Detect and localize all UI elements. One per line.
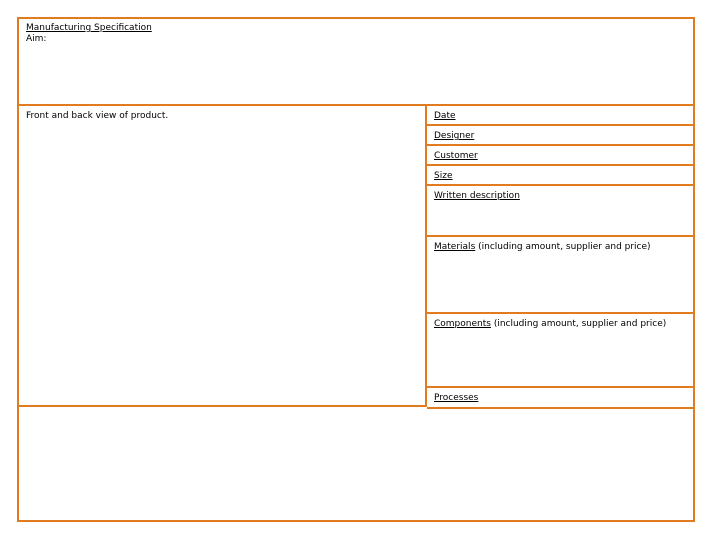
product-view-area — [19, 106, 427, 407]
product-view-label: Front and back view of product. — [26, 111, 169, 121]
materials-note: (including amount, supplier and price) — [475, 242, 651, 252]
header-section — [19, 19, 693, 106]
designer-field — [427, 126, 693, 146]
date-field — [427, 106, 693, 126]
processes-label: Processes — [434, 393, 479, 403]
bottom-notes-area — [19, 409, 693, 520]
components-note: (including amount, supplier and price) — [490, 319, 667, 329]
size-field — [427, 166, 693, 186]
written-description-field — [427, 186, 693, 237]
components-label: Components — [434, 319, 491, 329]
sheet-title: Manufacturing Specification — [26, 23, 152, 33]
date-label: Date — [434, 111, 456, 121]
customer-field — [427, 146, 693, 166]
designer-label: Designer — [434, 131, 475, 141]
size-label: Size — [434, 171, 453, 181]
written-description-label: Written description — [434, 191, 520, 201]
processes-field — [427, 388, 693, 409]
specification-sheet — [17, 17, 695, 522]
materials-label: Materials — [434, 242, 476, 252]
components-field — [427, 314, 693, 388]
customer-label: Customer — [434, 151, 478, 161]
aim-label: Aim: — [26, 34, 47, 44]
materials-field — [427, 237, 693, 314]
